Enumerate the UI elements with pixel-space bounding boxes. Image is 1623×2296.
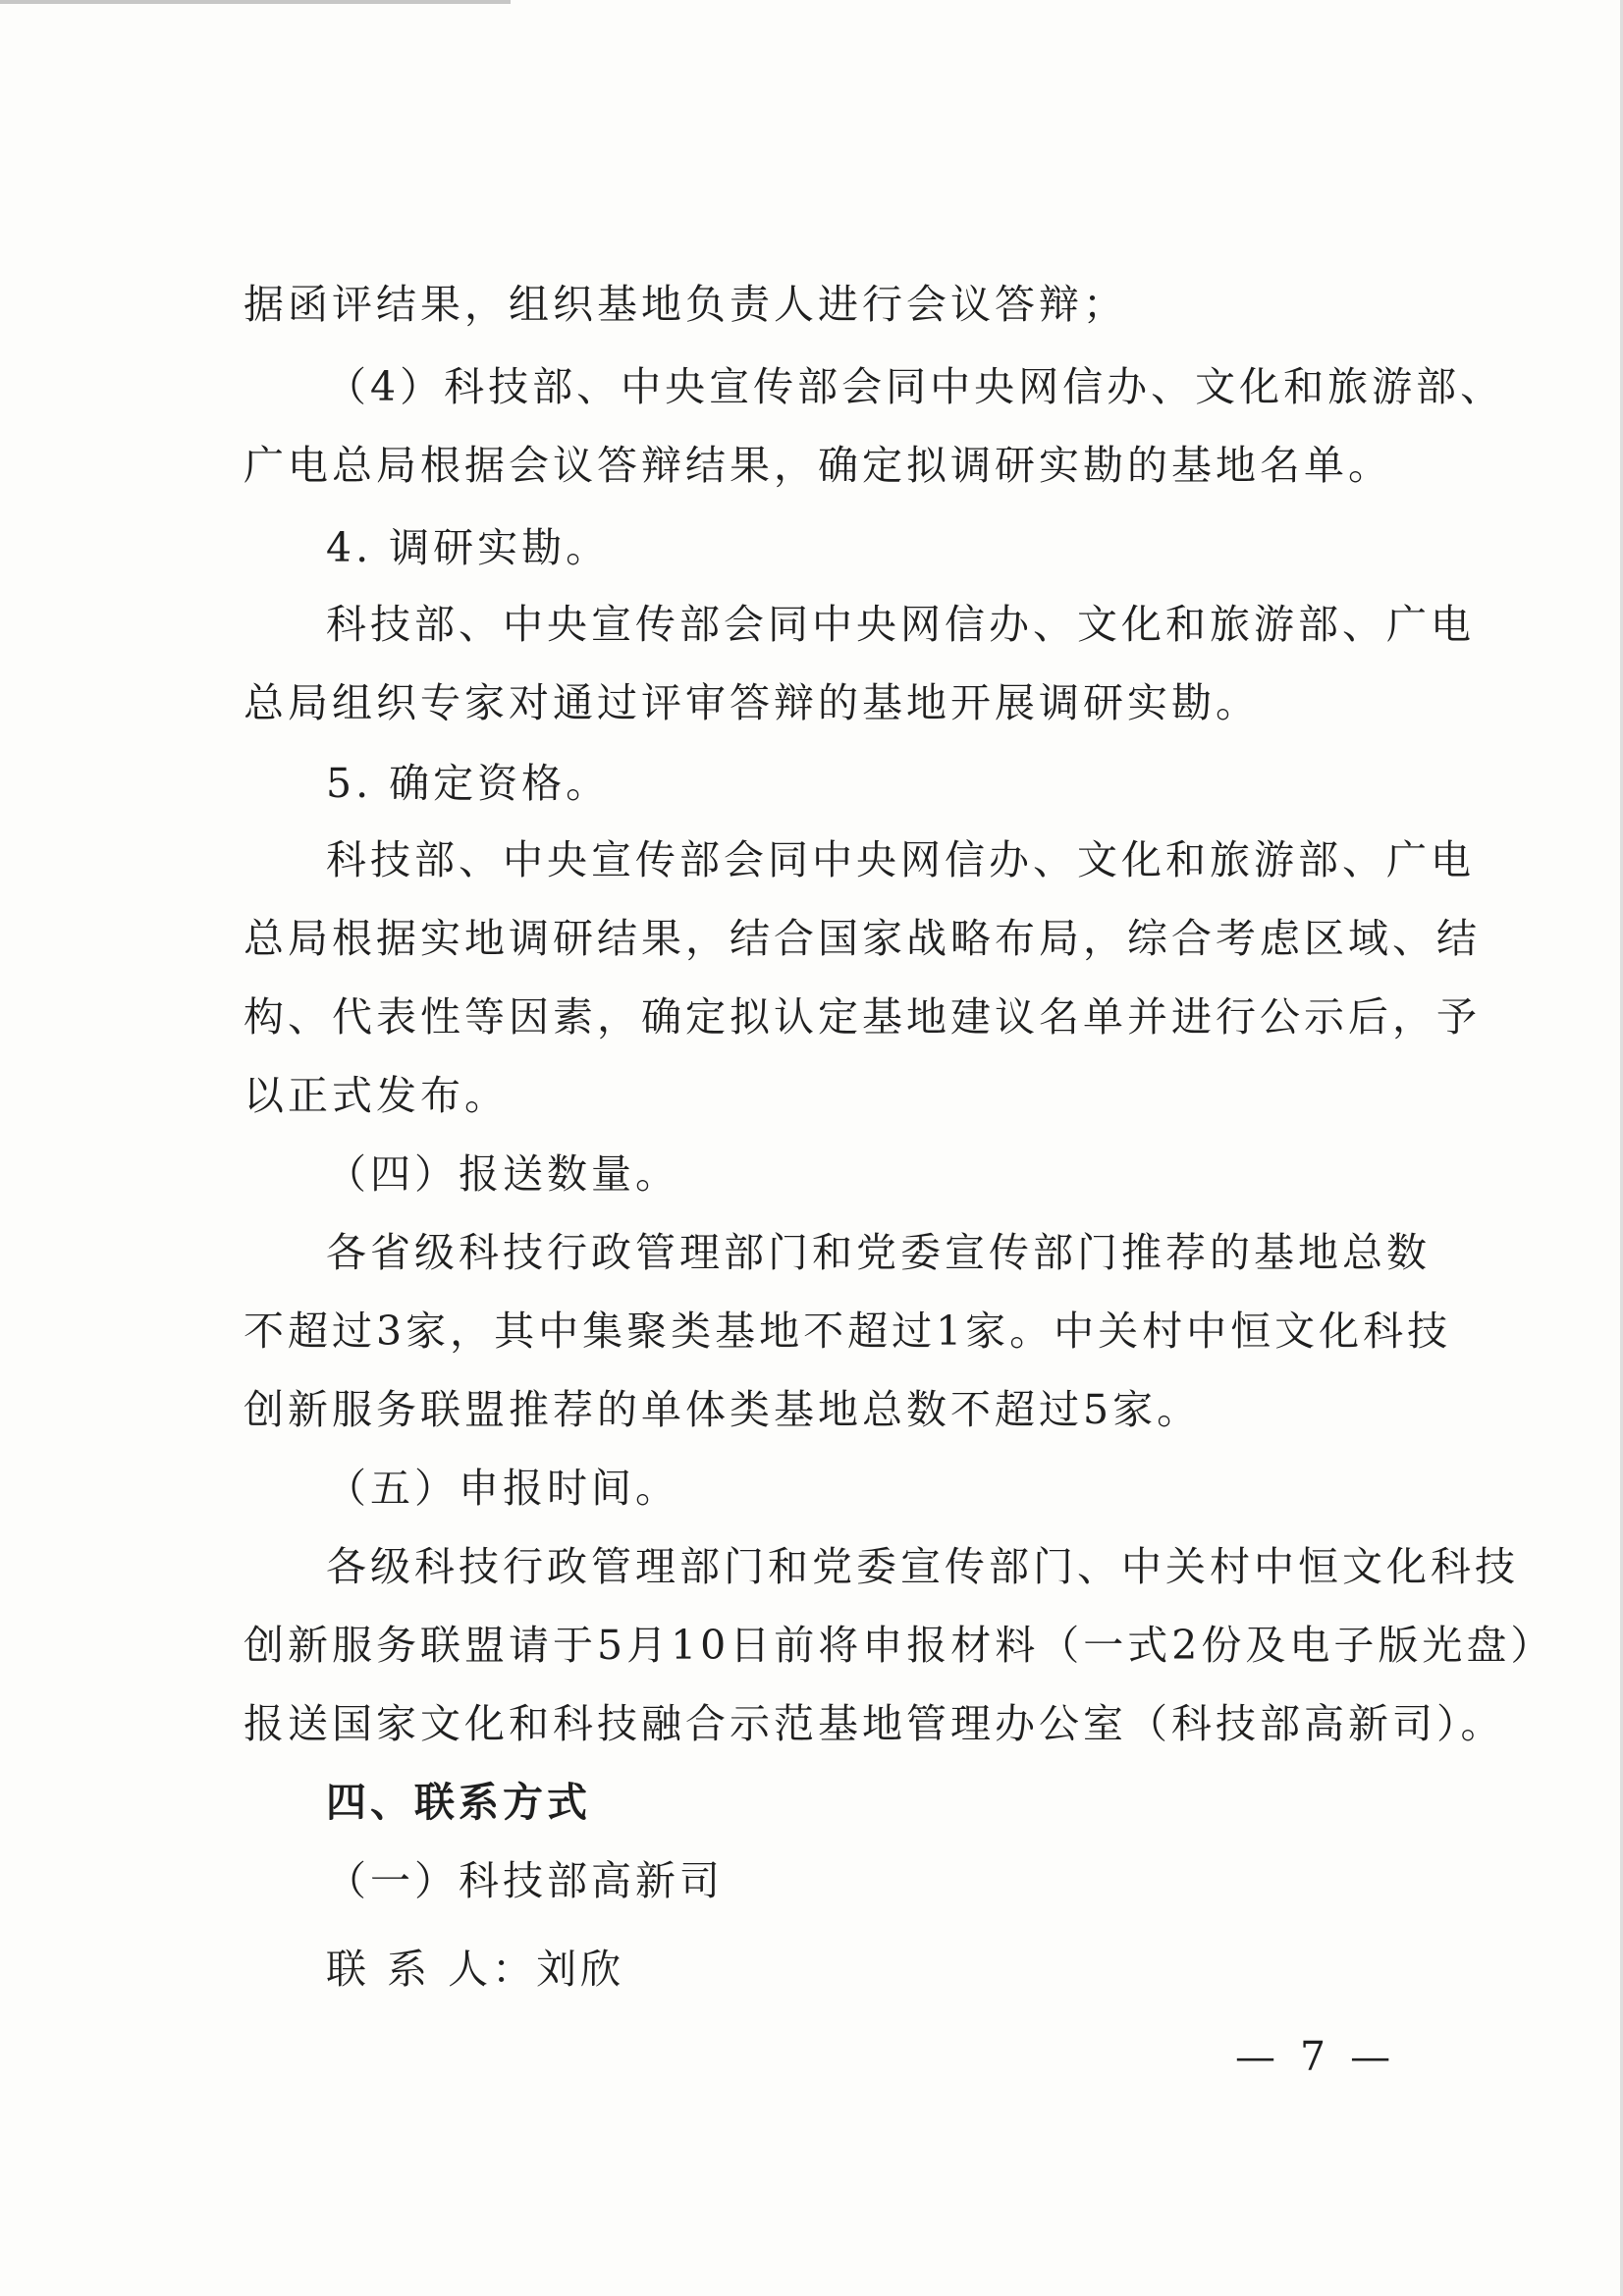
paragraph-line: 科技部、中央宣传部会同中央网信办、文化和旅游部、广电 xyxy=(326,836,1475,883)
paragraph-line: 创新服务联盟推荐的单体类基地总数不超过5家。 xyxy=(243,1386,1202,1433)
paragraph-line: 不超过3家，其中集聚类基地不超过1家。中关村中恒文化科技 xyxy=(243,1308,1452,1355)
subsection-title: （四）报送数量。 xyxy=(326,1150,679,1198)
paragraph-line: 报送国家文化和科技融合示范基地管理办公室（科技部高新司）。 xyxy=(243,1700,1505,1747)
section-heading: 四、联系方式 xyxy=(326,1779,591,1826)
contact-person-line: 联 系 人：刘欣 xyxy=(326,1946,625,1993)
paragraph-line: 各省级科技行政管理部门和党委宣传部门推荐的基地总数 xyxy=(326,1229,1431,1276)
paragraph-line: 创新服务联盟请于5月10日前将申报材料（一式2份及电子版光盘） xyxy=(243,1622,1555,1669)
paragraph-line: 总局组织专家对通过评审答辩的基地开展调研实勘。 xyxy=(243,679,1260,726)
section-item-title: 4. 调研实勘。 xyxy=(326,524,611,571)
section-item-title: 5. 确定资格。 xyxy=(326,760,611,807)
paragraph-line: 科技部、中央宣传部会同中央网信办、文化和旅游部、广电 xyxy=(326,601,1475,648)
page-number: — 7 — xyxy=(1235,2033,1397,2080)
subsection-title: （一）科技部高新司 xyxy=(326,1857,724,1904)
subsection-title: （五）申报时间。 xyxy=(326,1465,679,1512)
paragraph-line: 构、代表性等因素，确定拟认定基地建议名单并进行公示后，予 xyxy=(243,993,1481,1041)
paragraph-line: 据函评结果，组织基地负责人进行会议答辩； xyxy=(243,281,1127,328)
paragraph-line: 广电总局根据会议答辩结果，确定拟调研实勘的基地名单。 xyxy=(243,442,1392,489)
scan-edge-top xyxy=(0,0,511,4)
paragraph-line: 总局根据实地调研结果，结合国家战略布局，综合考虑区域、结 xyxy=(243,915,1481,962)
paragraph-line: 以正式发布。 xyxy=(243,1072,509,1119)
paragraph-line: 各级科技行政管理部门和党委宣传部门、中关村中恒文化科技 xyxy=(326,1543,1519,1590)
paragraph-line: （4）科技部、中央宣传部会同中央网信办、文化和旅游部、 xyxy=(326,363,1505,410)
